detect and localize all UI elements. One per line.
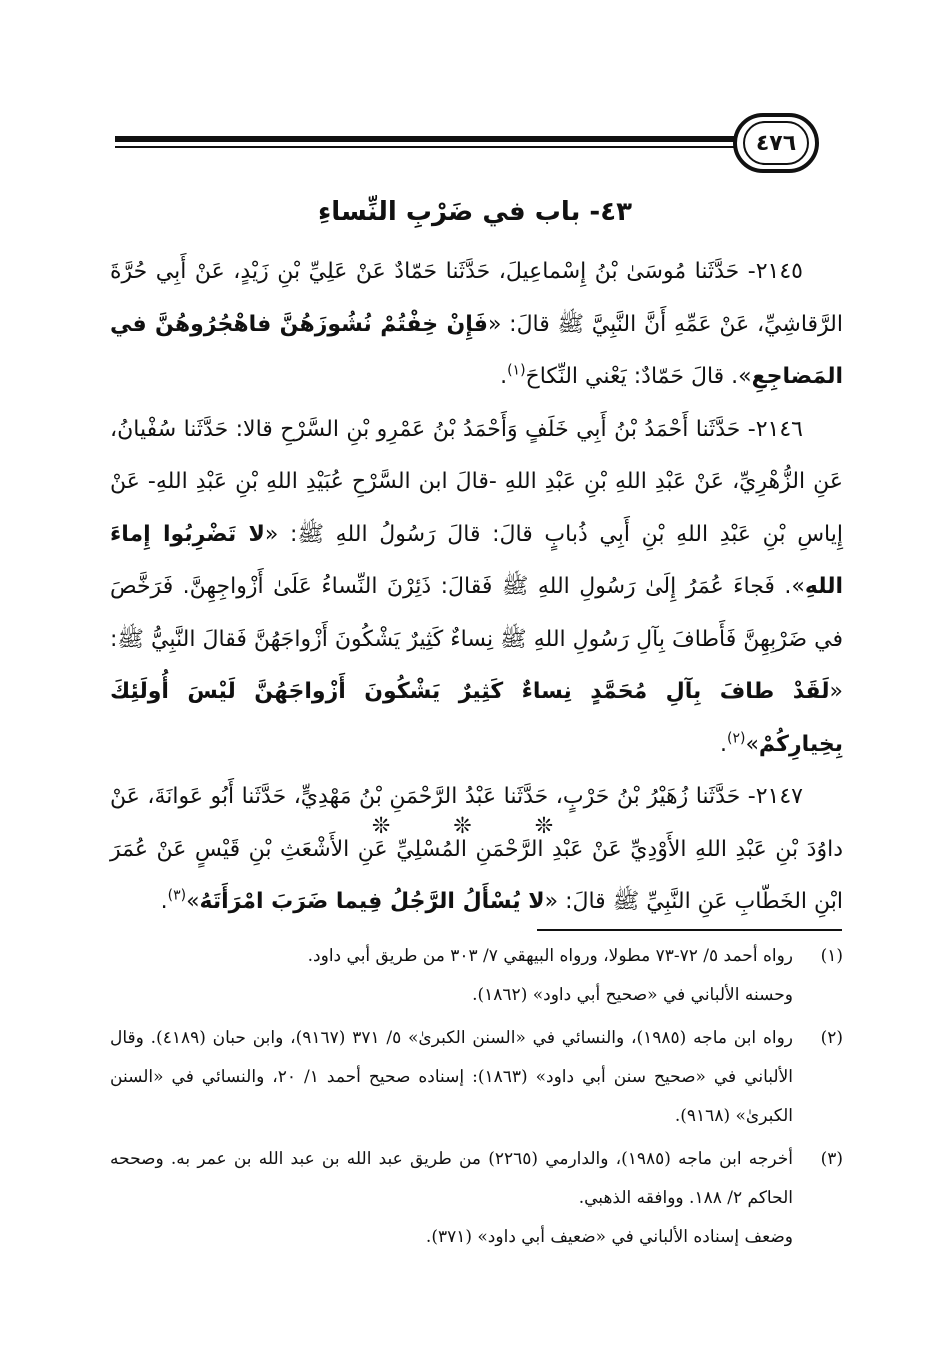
hadith-end: . <box>719 731 727 757</box>
hadith-2147 <box>110 771 843 929</box>
footnote-rule <box>537 929 842 931</box>
footnote-1 <box>110 937 843 1015</box>
footnote-number: (١) <box>820 946 843 966</box>
footnote-2 <box>110 1019 843 1136</box>
page-number: ٤٧٦ <box>743 121 809 165</box>
footnote-line: رواه أحمد ٥/ ٧٢-٧٣ مطولا، ورواه البيهقي ٧/ ٣٠٣ من طريق أبي داود. <box>307 946 793 966</box>
hadith-text: ٢١٤٧- حَدَّثَنا زُهَيْرُ بْنُ حَرْبٍ، حَدَّثَنا عَبْدُ الرَّحْمَنِ بْنُ مَهْدِيٍّ، حَدَّثَنا أَبُو عَوانَةَ، عَنْ داوُدَ بْنِ عَبْدِ اللهِ الأَوْدِيِّ عَنْ عَبْدِ الرَّحْمَنِ المُسْلِيِّ عَنِ الأَشْعَثِ بْنِ قَيْسٍ عَنْ عُمَرَ ابْنِ الخَطّابِ عَنِ النَّبِيِّ ﷺ قالَ: « <box>110 784 843 914</box>
header-rule <box>115 134 755 152</box>
section-separator: ❊ ❊ ❊ <box>371 814 582 839</box>
hadith-text-tail: ». قالَ حَمّادٌ: يَعْني النِّكاحَ <box>525 364 752 389</box>
hadith-quote: فَإِنْ خِفْتُمْ نُشُوزَهُنَّ فاهْجُرُوهُنَّ في المَضاجِعِ <box>110 311 843 389</box>
hadith-quote: لا تَضْرِبُوا إِماءَ اللهِ <box>110 521 843 599</box>
footnote-number: (٢) <box>820 1028 843 1048</box>
footnote-line: رواه ابن ماجه (١٩٨٥)، والنسائي في «السنن الكبرىٰ» ٥/ ٣٧١ (٩١٦٧)، وابن حبان (٤١٨٩). وقال الألباني في «صحيح سنن أبي داود» (١٨٦٣): إسناده صحيح أحمد ١/ ٢٠، والنسائي في «السنن الكبرىٰ» (٩١٦٨). <box>110 1028 793 1126</box>
hadith-text-mid: ». فَجاءَ عُمَرُ إِلَىٰ رَسُولِ اللهِ ﷺ فَقالَ: ذَئِرْنَ النِّساءُ عَلَىٰ أَزْواجِهِنَّ. فَرَخَّصَ في ضَرْبِهِنَّ فَأَطافَ بِآلِ رَسُولِ اللهِ ﷺ نِساءٌ كَثِيرٌ يَشْكُونَ أَزْواجَهُنَّ فَقالَ النَّبِيُّ ﷺ: « <box>110 574 843 704</box>
hadith-text: ٢١٤٥- حَدَّثَنا مُوسَىٰ بْنُ إِسْماعِيلَ، حَدَّثَنا حَمّادٌ عَنْ عَلِيِّ بْنِ زَيْدٍ، عَنْ أَبِي حُرَّةَ الرَّقاشِيِّ، عَنْ عَمِّهِ أَنَّ النَّبِيَّ ﷺ قالَ: « <box>110 259 843 337</box>
footnote-ref[interactable]: (٢) <box>726 730 746 747</box>
hadith-text-tail: » <box>186 889 200 914</box>
hadith-2145 <box>110 246 843 404</box>
hadith-2146 <box>110 404 843 772</box>
hadith-quote: لا يُسْأَلُ الرَّجُلُ فِيما ضَرَبَ امْرَأَتَهُ <box>199 889 545 914</box>
chapter-title: ٤٣- باب في ضَرْبِ النِّساءِ <box>318 197 632 227</box>
footnote-ref[interactable]: (١) <box>507 362 526 379</box>
footnote-number: (٣) <box>820 1149 843 1169</box>
footnotes <box>110 937 843 1261</box>
footnote-line: وحسنه الألباني في «صحيح أبي داود» (١٨٦٢). <box>472 985 793 1005</box>
hadith-end: . <box>160 889 168 914</box>
hadith-quote-2: لَقَدْ طافَ بِآلِ مُحَمَّدٍ نِساءٌ كَثِيرٌ يَشْكُونَ أَزْواجَهُنَّ لَيْسَ أُولَئِكَ بِخِيارِكُمْ <box>110 679 843 757</box>
hadith-end: . <box>500 364 508 389</box>
footnote-3 <box>110 1140 843 1257</box>
header-rule-thin <box>115 146 755 148</box>
header-rule-thick <box>115 136 755 142</box>
page-number-badge <box>733 113 819 173</box>
hadith-text-tail: » <box>745 731 759 757</box>
footnote-line: وضعف إسناده الألباني في «ضعيف أبي داود» (٣٧١). <box>425 1227 793 1247</box>
footnote-line: أخرجه ابن ماجه (١٩٨٥)، والدارمي (٢٢٦٥) من طريق عبد الله بن عبد الله بن عمر به. وصححه الحاكم ٢/ ١٨٨. ووافقه الذهبي. <box>110 1149 793 1208</box>
hadith-text: ٢١٤٦- حَدَّثَنا أَحْمَدُ بْنُ أَبِي خَلَفٍ وَأَحْمَدُ بْنُ عَمْرِو بْنِ السَّرْحِ قالا: حَدَّثَنا سُفْيانُ، عَنِ الزُّهْرِيِّ، عَنْ عَبْدِ اللهِ بْنِ عَبْدِ اللهِ -قالَ ابن السَّرْحِ عُبَيْدِ اللهِ بْنِ عَبْدِ اللهِ- عَنْ إِياسِ بْنِ عَبْدِ اللهِ بْنِ أَبِي ذُبابٍ قالَ: قالَ رَسُولُ اللهِ ﷺ: « <box>110 416 843 547</box>
footnote-ref[interactable]: (٣) <box>167 887 187 904</box>
